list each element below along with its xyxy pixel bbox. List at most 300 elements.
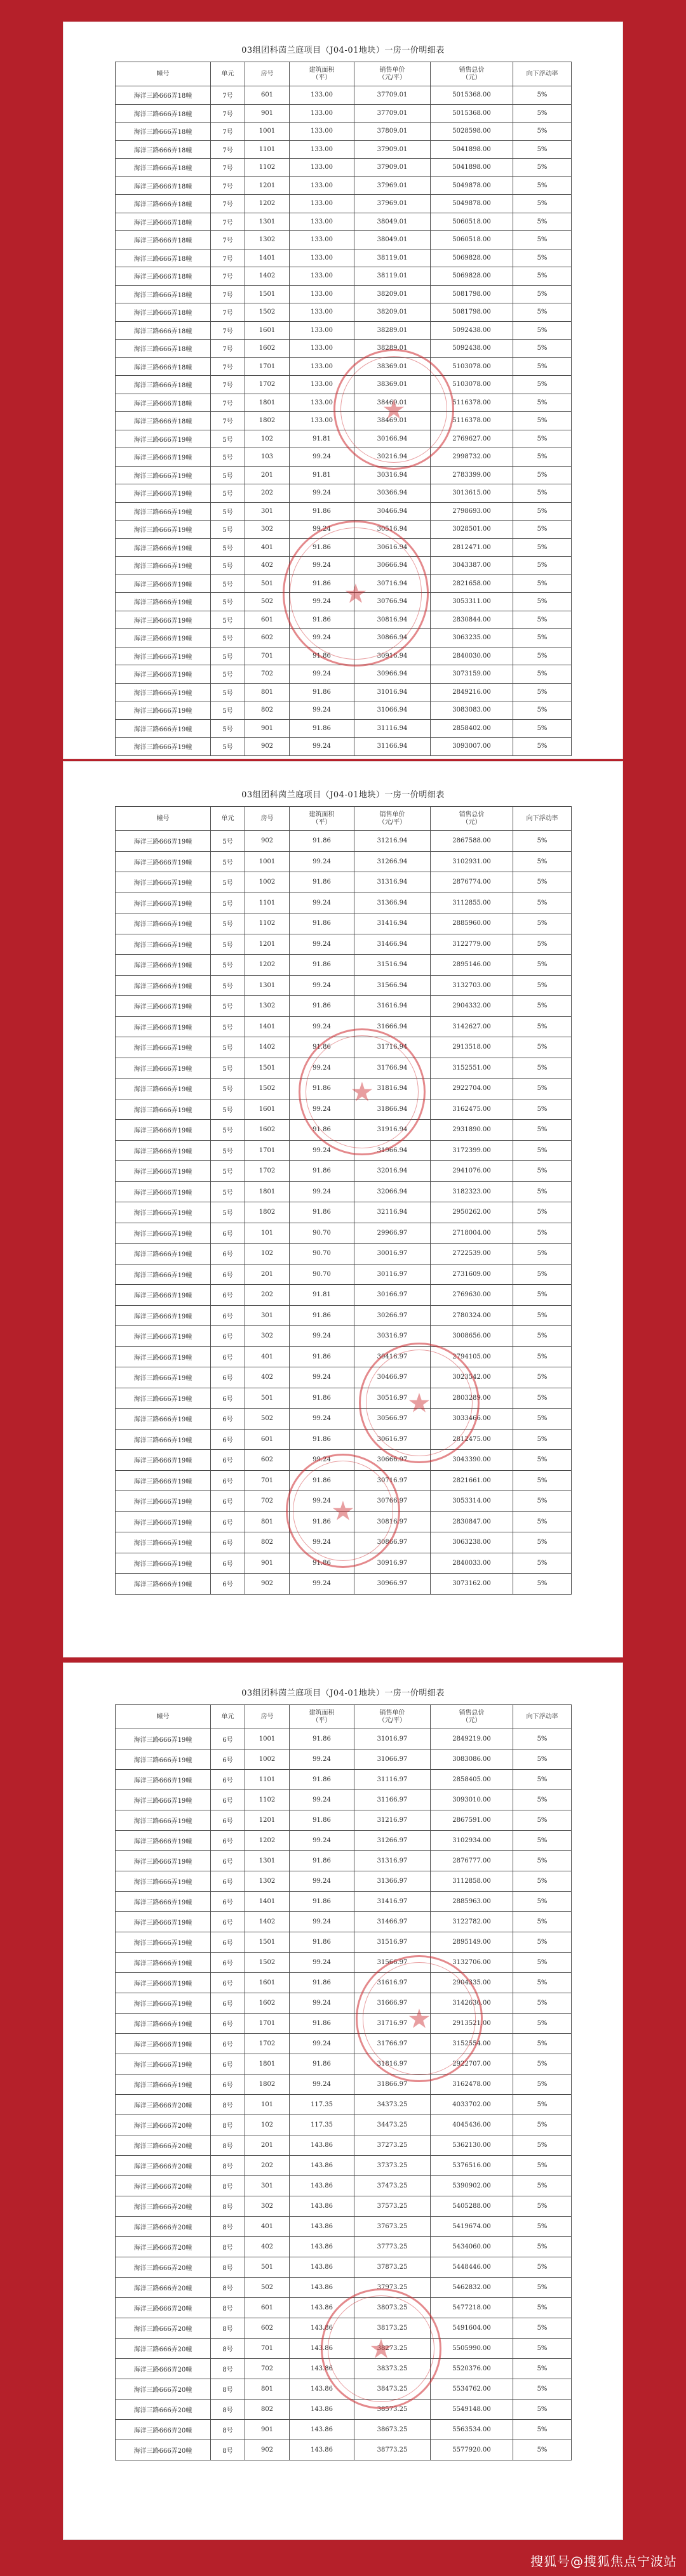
table-cell: 3043387.00 (431, 557, 513, 575)
table-cell: 38119.01 (354, 249, 431, 267)
table-cell: 901 (245, 2420, 290, 2440)
table-row (116, 159, 572, 177)
table-cell: 5号 (211, 975, 245, 996)
table-cell: 3073159.00 (431, 665, 513, 684)
table-row (116, 665, 572, 684)
table-cell: 30566.97 (354, 1409, 431, 1430)
table-cell: 5% (513, 2034, 572, 2054)
table-cell: 30516.94 (354, 521, 431, 539)
table-cell: 30666.94 (354, 557, 431, 575)
table-cell: 2950262.00 (431, 1202, 513, 1223)
table-cell: 99.24 (290, 557, 354, 575)
table-cell: 5% (513, 738, 572, 756)
table-cell: 5号 (211, 521, 245, 539)
table-row (116, 1016, 572, 1037)
table-cell: 5% (513, 1892, 572, 1912)
table-cell: 8号 (211, 2237, 245, 2257)
table-row (116, 2135, 572, 2156)
table-row (116, 140, 572, 159)
table-cell: 1301 (245, 975, 290, 996)
table-cell: 海洋三路666弄19幢 (116, 1450, 211, 1471)
table-row (116, 466, 572, 484)
table-cell: 1801 (245, 1181, 290, 1202)
table-cell: 37969.01 (354, 176, 431, 195)
table-cell: 5% (513, 1058, 572, 1079)
table-row (116, 1973, 572, 1993)
table-row (116, 412, 572, 430)
table-cell: 海洋三路666弄20幢 (116, 2176, 211, 2196)
table-cell: 海洋三路666弄19幢 (116, 1491, 211, 1512)
table-cell: 38289.01 (354, 321, 431, 340)
table-cell: 海洋三路666弄19幢 (116, 1790, 211, 1810)
table-cell: 5% (513, 2217, 572, 2237)
table-cell: 3102934.00 (431, 1831, 513, 1851)
table-cell: 7号 (211, 140, 245, 159)
table-row (116, 1202, 572, 1223)
table-cell: 602 (245, 629, 290, 647)
table-cell: 海洋三路666弄19幢 (116, 538, 211, 557)
table-cell: 2849216.00 (431, 683, 513, 701)
table-cell: 5号 (211, 738, 245, 756)
table-row (116, 872, 572, 893)
table-cell: 海洋三路666弄19幢 (116, 1553, 211, 1574)
table-row (116, 521, 572, 539)
table-cell: 海洋三路666弄20幢 (116, 2339, 211, 2359)
table-cell: 99.24 (290, 1181, 354, 1202)
table-cell: 海洋三路666弄20幢 (116, 2440, 211, 2460)
table-cell: 91.81 (290, 430, 354, 448)
table-cell: 5% (513, 574, 572, 593)
table-cell: 117.35 (290, 2115, 354, 2135)
table-row (116, 2115, 572, 2135)
table-row (116, 719, 572, 738)
table-cell: 501 (245, 1388, 290, 1409)
table-cell: 5号 (211, 538, 245, 557)
price-sheet-3 (64, 1663, 622, 2539)
table-row (116, 2298, 572, 2318)
table-cell: 5049878.00 (431, 176, 513, 195)
table-cell: 海洋三路666弄18幢 (116, 340, 211, 358)
table-row (116, 249, 572, 267)
table-cell: 133.00 (290, 285, 354, 303)
table-cell: 6号 (211, 1953, 245, 1973)
table-cell: 6号 (211, 1511, 245, 1532)
table-cell: 5041898.00 (431, 140, 513, 159)
table-row (116, 1790, 572, 1810)
table-cell: 133.00 (290, 412, 354, 430)
table-cell: 133.00 (290, 231, 354, 249)
table-row (116, 1831, 572, 1851)
table-cell: 5% (513, 2278, 572, 2298)
table-cell: 海洋三路666弄19幢 (116, 1305, 211, 1326)
table-cell: 31816.94 (354, 1079, 431, 1099)
table-cell: 7号 (211, 86, 245, 105)
table-cell: 5477218.00 (431, 2298, 513, 2318)
table-cell: 2858405.00 (431, 1770, 513, 1790)
table-cell: 5% (513, 484, 572, 503)
table-row (116, 1871, 572, 1892)
table-cell: 30016.97 (354, 1244, 431, 1265)
table-cell: 5% (513, 2075, 572, 2095)
table-row (116, 1470, 572, 1491)
table-cell: 99.24 (290, 1491, 354, 1512)
table-cell: 5% (513, 430, 572, 448)
table-row (116, 913, 572, 934)
table-cell: 海洋三路666弄19幢 (116, 872, 211, 893)
table-cell: 1602 (245, 340, 290, 358)
table-cell: 31316.97 (354, 1851, 431, 1871)
sheet-title: 03组团科茵兰庭项目（J04-01地块）一房一价明细表 (241, 1689, 445, 1698)
table-cell: 1601 (245, 321, 290, 340)
table-cell: 91.86 (290, 831, 354, 852)
table-cell: 海洋三路666弄19幢 (116, 1892, 211, 1912)
table-cell: 1302 (245, 1871, 290, 1892)
table-cell: 8号 (211, 2440, 245, 2460)
table-cell: 海洋三路666弄20幢 (116, 2196, 211, 2217)
table-cell: 38373.25 (354, 2359, 431, 2379)
table-row (116, 831, 572, 852)
table-cell: 801 (245, 2379, 290, 2400)
table-cell: 5号 (211, 1079, 245, 1099)
table-cell: 海洋三路666弄19幢 (116, 1851, 211, 1871)
table-cell: 海洋三路666弄20幢 (116, 2135, 211, 2156)
column-header: 向下浮动率 (513, 62, 572, 86)
table-cell: 601 (245, 86, 290, 105)
table-cell: 402 (245, 557, 290, 575)
table-cell: 3083083.00 (431, 701, 513, 720)
table-cell: 5% (513, 1553, 572, 1574)
table-cell: 99.24 (290, 975, 354, 996)
table-cell: 海洋三路666弄19幢 (116, 430, 211, 448)
table-cell: 1101 (245, 893, 290, 913)
table-cell: 5号 (211, 831, 245, 852)
table-cell: 5号 (211, 719, 245, 738)
table-row (116, 2359, 572, 2379)
table-cell: 902 (245, 2440, 290, 2460)
table-cell: 99.24 (290, 2075, 354, 2095)
table-cell: 701 (245, 647, 290, 665)
table-row (116, 574, 572, 593)
table-cell: 31516.97 (354, 1932, 431, 1953)
table-cell: 37873.25 (354, 2257, 431, 2278)
table-row (116, 1161, 572, 1182)
table-cell: 99.24 (290, 934, 354, 955)
table-cell: 31366.94 (354, 893, 431, 913)
table-cell: 91.86 (290, 1892, 354, 1912)
table-cell: 5号 (211, 851, 245, 872)
table-cell: 2998732.00 (431, 448, 513, 467)
table-row (116, 1181, 572, 1202)
table-cell: 1001 (245, 1729, 290, 1749)
table-cell: 37473.25 (354, 2176, 431, 2196)
table-cell: 6号 (211, 1553, 245, 1574)
table-cell: 30266.97 (354, 1305, 431, 1326)
table-row (116, 1409, 572, 1430)
table-cell: 5% (513, 502, 572, 521)
table-cell: 5376516.00 (431, 2156, 513, 2176)
table-row (116, 1491, 572, 1512)
table-cell: 5% (513, 195, 572, 213)
table-cell: 38469.01 (354, 394, 431, 412)
table-cell: 3023542.00 (431, 1367, 513, 1388)
table-cell: 143.86 (290, 2440, 354, 2460)
table-cell: 海洋三路666弄19幢 (116, 1264, 211, 1285)
table-cell: 2821661.00 (431, 1470, 513, 1491)
table-cell: 5% (513, 1871, 572, 1892)
table-cell: 34473.25 (354, 2115, 431, 2135)
table-cell: 401 (245, 1346, 290, 1367)
table-cell: 143.86 (290, 2257, 354, 2278)
table-cell: 99.24 (290, 2034, 354, 2054)
table-cell: 7号 (211, 412, 245, 430)
table-cell: 31716.97 (354, 2014, 431, 2034)
column-header: 销售总价 （元） (431, 1705, 513, 1729)
table-cell: 5% (513, 629, 572, 647)
table-cell: 5% (513, 2014, 572, 2034)
table-cell: 6号 (211, 1973, 245, 1993)
table-cell: 1202 (245, 1831, 290, 1851)
table-cell: 3182323.00 (431, 1181, 513, 1202)
table-cell: 143.86 (290, 2400, 354, 2420)
table-cell: 海洋三路666弄20幢 (116, 2379, 211, 2400)
table-cell: 5% (513, 2359, 572, 2379)
table-cell: 6号 (211, 1305, 245, 1326)
table-row (116, 1244, 572, 1265)
table-cell: 3112858.00 (431, 1871, 513, 1892)
table-cell: 37373.25 (354, 2156, 431, 2176)
table-cell: 海洋三路666弄19幢 (116, 701, 211, 720)
table-cell: 3013615.00 (431, 484, 513, 503)
table-cell: 2798693.00 (431, 502, 513, 521)
table-row (116, 893, 572, 913)
table-cell: 38273.25 (354, 2339, 431, 2359)
table-cell: 5% (513, 831, 572, 852)
table-row (116, 195, 572, 213)
column-header: 销售单价 （元/平） (354, 62, 431, 86)
table-cell: 32116.94 (354, 1202, 431, 1223)
table-cell: 海洋三路666弄19幢 (116, 1202, 211, 1223)
table-cell: 海洋三路666弄19幢 (116, 851, 211, 872)
table-cell: 30166.94 (354, 430, 431, 448)
table-cell: 31616.97 (354, 1973, 431, 1993)
table-cell: 1702 (245, 1161, 290, 1182)
table-cell: 海洋三路666弄18幢 (116, 267, 211, 286)
table-cell: 5% (513, 1851, 572, 1871)
table-cell: 5028598.00 (431, 123, 513, 141)
table-cell: 5% (513, 2318, 572, 2339)
table-cell: 7号 (211, 285, 245, 303)
table-cell: 5549148.00 (431, 2400, 513, 2420)
table-cell: 5号 (211, 955, 245, 976)
table-cell: 30516.97 (354, 1388, 431, 1409)
table-cell: 5% (513, 1511, 572, 1532)
table-cell: 8号 (211, 2359, 245, 2379)
table-cell: 38073.25 (354, 2298, 431, 2318)
table-row (116, 701, 572, 720)
column-header: 房号 (245, 807, 290, 831)
table-cell: 31216.94 (354, 831, 431, 852)
table-cell: 6号 (211, 1749, 245, 1770)
table-cell: 3132706.00 (431, 1953, 513, 1973)
table-row (116, 231, 572, 249)
price-table (115, 1704, 572, 2460)
table-cell: 99.24 (290, 1912, 354, 1932)
table-cell: 801 (245, 683, 290, 701)
table-cell: 99.24 (290, 629, 354, 647)
table-cell: 海洋三路666弄19幢 (116, 1810, 211, 1831)
table-cell: 5% (513, 647, 572, 665)
table-cell: 海洋三路666弄18幢 (116, 176, 211, 195)
table-cell: 海洋三路666弄19幢 (116, 683, 211, 701)
table-cell: 2803289.00 (431, 1388, 513, 1409)
table-cell: 5号 (211, 1058, 245, 1079)
table-cell: 133.00 (290, 123, 354, 141)
table-cell: 91.86 (290, 1470, 354, 1491)
table-cell: 7号 (211, 231, 245, 249)
table-cell: 91.86 (290, 538, 354, 557)
table-cell: 海洋三路666弄18幢 (116, 213, 211, 231)
table-cell: 133.00 (290, 104, 354, 123)
table-cell: 31466.94 (354, 934, 431, 955)
table-cell: 2849219.00 (431, 1729, 513, 1749)
table-cell: 5% (513, 1244, 572, 1265)
table-cell: 7号 (211, 123, 245, 141)
table-cell: 5505990.00 (431, 2339, 513, 2359)
table-cell: 902 (245, 1574, 290, 1595)
table-cell: 91.86 (290, 872, 354, 893)
table-cell: 90.70 (290, 1244, 354, 1265)
table-cell: 5号 (211, 996, 245, 1017)
table-cell: 1201 (245, 176, 290, 195)
table-cell: 2769627.00 (431, 430, 513, 448)
table-cell: 5% (513, 1532, 572, 1553)
table-row (116, 1140, 572, 1161)
table-row (116, 1892, 572, 1912)
table-cell: 5% (513, 466, 572, 484)
table-cell: 海洋三路666弄19幢 (116, 1749, 211, 1770)
table-cell: 31116.94 (354, 719, 431, 738)
table-cell: 5号 (211, 611, 245, 629)
table-cell: 海洋三路666弄20幢 (116, 2095, 211, 2115)
table-cell: 91.81 (290, 466, 354, 484)
table-row (116, 2034, 572, 2054)
table-cell: 海洋三路666弄19幢 (116, 1367, 211, 1388)
table-cell: 6号 (211, 1790, 245, 1810)
table-cell: 5% (513, 934, 572, 955)
table-cell: 38473.25 (354, 2379, 431, 2400)
table-cell: 海洋三路666弄19幢 (116, 1058, 211, 1079)
watermark-text: 搜狐号@搜狐焦点宁波站 (530, 2554, 677, 2569)
table-cell: 301 (245, 502, 290, 521)
table-cell: 1801 (245, 394, 290, 412)
table-cell: 29966.97 (354, 1223, 431, 1244)
table-cell: 5% (513, 357, 572, 376)
table-cell: 1202 (245, 195, 290, 213)
table-cell: 30816.97 (354, 1511, 431, 1532)
table-cell: 8号 (211, 2379, 245, 2400)
table-cell: 5% (513, 1099, 572, 1120)
table-cell: 海洋三路666弄19幢 (116, 996, 211, 1017)
table-cell: 201 (245, 1264, 290, 1285)
table-cell: 1101 (245, 1770, 290, 1790)
table-cell: 海洋三路666弄19幢 (116, 1181, 211, 1202)
table-cell: 31666.97 (354, 1993, 431, 2014)
table-cell: 38289.01 (354, 340, 431, 358)
table-cell: 1001 (245, 123, 290, 141)
table-row (116, 1079, 572, 1099)
table-cell: 1002 (245, 872, 290, 893)
table-cell: 901 (245, 1553, 290, 1574)
table-cell: 海洋三路666弄18幢 (116, 394, 211, 412)
table-cell: 海洋三路666弄19幢 (116, 647, 211, 665)
table-cell: 1402 (245, 267, 290, 286)
table-cell: 6号 (211, 1851, 245, 1871)
table-cell: 5116378.00 (431, 394, 513, 412)
table-cell: 99.24 (290, 1953, 354, 1973)
table-cell: 31866.94 (354, 1099, 431, 1120)
table-cell: 6号 (211, 1367, 245, 1388)
table-cell: 99.24 (290, 448, 354, 467)
table-cell: 4045436.00 (431, 2115, 513, 2135)
table-cell: 5% (513, 1429, 572, 1450)
table-cell: 38119.01 (354, 267, 431, 286)
table-cell: 3112855.00 (431, 893, 513, 913)
table-cell: 102 (245, 1244, 290, 1265)
table-cell: 1502 (245, 1953, 290, 1973)
table-cell: 99.24 (290, 1367, 354, 1388)
table-cell: 143.86 (290, 2217, 354, 2237)
table-cell: 91.86 (290, 1161, 354, 1182)
table-cell: 7号 (211, 159, 245, 177)
table-cell: 1102 (245, 159, 290, 177)
table-cell: 5% (513, 683, 572, 701)
table-row (116, 2420, 572, 2440)
table-cell: 602 (245, 2318, 290, 2339)
table-cell: 5% (513, 376, 572, 394)
table-row (116, 1912, 572, 1932)
price-sheet-2 (64, 762, 622, 1657)
table-cell: 133.00 (290, 321, 354, 340)
table-cell: 5% (513, 611, 572, 629)
table-cell: 5% (513, 412, 572, 430)
table-cell: 海洋三路666弄19幢 (116, 975, 211, 996)
table-cell: 5% (513, 213, 572, 231)
table-cell: 133.00 (290, 267, 354, 286)
column-header: 销售总价 （元） (431, 807, 513, 831)
table-cell: 91.86 (290, 683, 354, 701)
table-cell: 海洋三路666弄19幢 (116, 1532, 211, 1553)
table-row (116, 629, 572, 647)
table-cell: 5号 (211, 872, 245, 893)
table-cell: 2913521.00 (431, 2014, 513, 2034)
table-cell: 5号 (211, 934, 245, 955)
table-cell: 3093007.00 (431, 738, 513, 756)
table-cell: 103 (245, 448, 290, 467)
table-cell: 海洋三路666弄20幢 (116, 2257, 211, 2278)
table-cell: 5号 (211, 502, 245, 521)
table-cell: 5% (513, 2095, 572, 2115)
table-row (116, 376, 572, 394)
table-cell: 6号 (211, 1831, 245, 1851)
table-cell: 31516.94 (354, 955, 431, 976)
table-cell: 91.86 (290, 1429, 354, 1450)
table-cell: 502 (245, 1409, 290, 1430)
table-cell: 32016.94 (354, 1161, 431, 1182)
table-cell: 3132703.00 (431, 975, 513, 996)
table-cell: 133.00 (290, 176, 354, 195)
table-cell: 91.86 (290, 1346, 354, 1367)
column-header: 幢号 (116, 807, 211, 831)
